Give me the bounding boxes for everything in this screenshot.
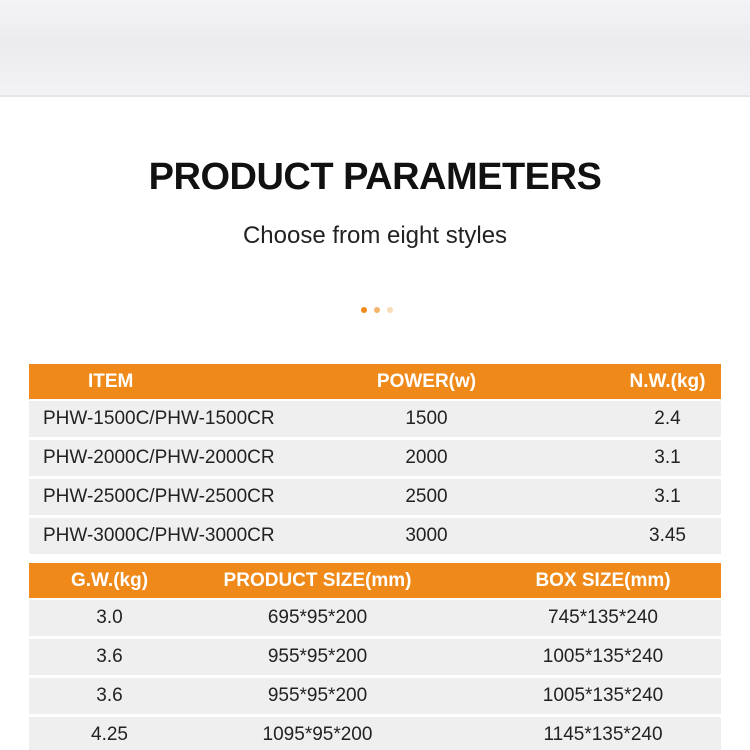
indicator-dot [361, 307, 367, 313]
header-item: ITEM [88, 370, 134, 392]
header-net-weight: N.W.(kg) [629, 370, 706, 392]
cell-product-size: 955*95*200 [267, 646, 368, 667]
header-gross-weight: G.W.(kg) [70, 569, 149, 591]
cell-gross-weight: 3.6 [96, 646, 123, 667]
cell-power: 2500 [405, 486, 448, 507]
cell-power: 3000 [405, 525, 448, 546]
cell-box-size: 1005*135*240 [542, 685, 664, 706]
cell-net-weight: 3.45 [649, 525, 686, 546]
cell-item: PHW-2500C/PHW-2500CR [43, 486, 275, 507]
cell-net-weight: 3.1 [654, 447, 681, 468]
table-row [29, 440, 721, 476]
table-row [29, 518, 721, 554]
table-row [29, 479, 721, 515]
indicator-dot [387, 307, 393, 313]
top-banner-image [0, 0, 750, 97]
cell-item: PHW-1500C/PHW-1500CR [43, 408, 275, 429]
header-power: POWER(w) [376, 370, 477, 392]
cell-item: PHW-3000C/PHW-3000CR [43, 525, 275, 546]
page-subtitle: Choose from eight styles [242, 222, 508, 249]
cell-power: 1500 [405, 408, 448, 429]
section-indicator [361, 307, 393, 313]
cell-product-size: 955*95*200 [267, 685, 368, 706]
parameters-table-1 [29, 364, 721, 557]
cell-gross-weight: 4.25 [91, 724, 128, 745]
cell-item: PHW-2000C/PHW-2000CR [43, 447, 275, 468]
cell-net-weight: 2.4 [654, 408, 681, 429]
table-row [29, 401, 721, 437]
table-row [29, 717, 721, 750]
cell-gross-weight: 3.6 [96, 685, 123, 706]
cell-box-size: 1005*135*240 [542, 646, 664, 667]
cell-power: 2000 [405, 447, 448, 468]
indicator-dot [374, 307, 380, 313]
header-product-size: PRODUCT SIZE(mm) [223, 569, 412, 591]
cell-product-size: 1095*95*200 [262, 724, 373, 745]
cell-box-size: 1145*135*240 [543, 724, 663, 745]
table-row [29, 678, 721, 714]
table-header-row [29, 563, 721, 598]
cell-box-size: 745*135*240 [548, 607, 658, 628]
table-header-row [29, 364, 721, 399]
header-box-size: BOX SIZE(mm) [535, 569, 671, 591]
table-row [29, 639, 721, 675]
cell-net-weight: 3.1 [654, 486, 681, 507]
cell-product-size: 695*95*200 [267, 607, 368, 628]
page-title: PRODUCT PARAMETERS [148, 156, 602, 198]
cell-gross-weight: 3.0 [96, 607, 123, 628]
table-row [29, 600, 721, 636]
parameters-table-2 [29, 563, 721, 750]
